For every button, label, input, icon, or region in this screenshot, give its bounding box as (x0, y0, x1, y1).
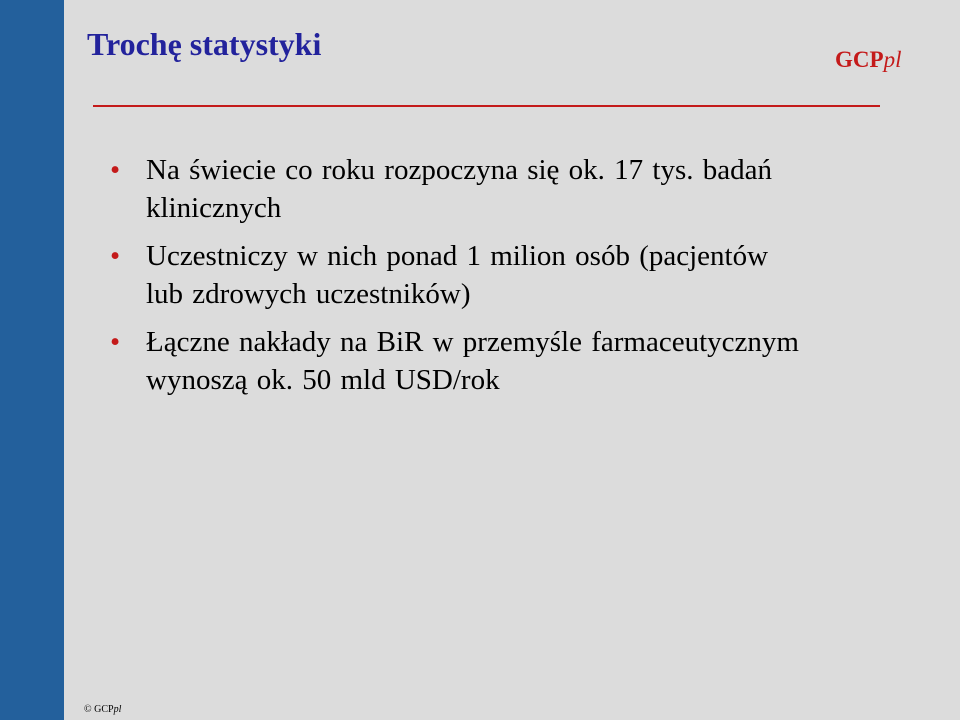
footer-copyright (84, 704, 121, 716)
bullet-list (108, 151, 808, 409)
bullet-text: Na świecie co roku rozpoczyna się ok. 17 tys. badań klinicznych (146, 154, 772, 224)
slide (64, 0, 960, 720)
logo-suffix-text: pl (883, 47, 902, 72)
logo (835, 46, 901, 74)
bullet-item (108, 323, 808, 399)
bullet-item (108, 237, 808, 313)
title-divider (93, 105, 880, 107)
footer-suffix: pl (113, 704, 122, 715)
bullet-dot-icon: • (110, 240, 121, 272)
logo-main-text: GCP (835, 47, 884, 72)
slide-title: Trochę statystyki (87, 26, 322, 62)
footer-prefix: © GCP (84, 704, 114, 715)
bullet-text: Uczestniczy w nich ponad 1 milion osób (pacjentów lub zdrowych uczestników) (146, 240, 769, 310)
bullet-text: Łączne nakłady na BiR w przemyśle farmaceutycznym wynoszą ok. 50 mld USD/rok (146, 326, 799, 396)
sidebar-bar (0, 0, 64, 720)
bullet-item (108, 151, 808, 227)
bullet-dot-icon: • (110, 154, 121, 186)
bullet-dot-icon: • (110, 326, 121, 358)
